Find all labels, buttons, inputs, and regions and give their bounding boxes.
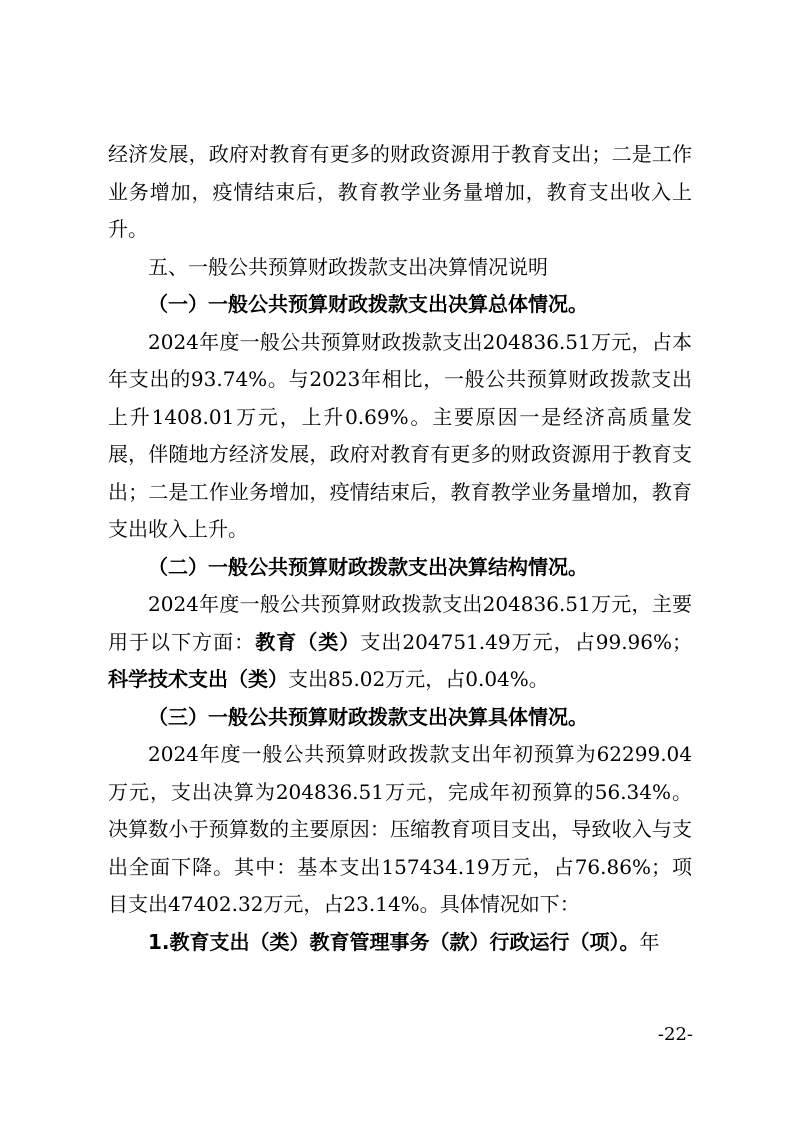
- paragraph-continuation: 经济发展，政府对教育有更多的财政资源用于教育支出；二是工作业务增加，疫情结束后，教育教学业务量增加，教育支出收入上升。: [108, 142, 692, 241]
- subsection-heading-overall: （一）一般公共预算财政拨款支出决算总体情况。: [148, 292, 588, 316]
- paragraph-overall: 2024年度一般公共预算财政拨款支出204836.51万元，占本年支出的93.74%。与2023年相比，一般公共预算财政拨款支出上升1408.01万元，上升0.69%。主要原因一是经济高质量发展，伴随地方经济发展，政府对教育有更多的财政资源用于教育支出；二是工作业务增加，疫情结束后，教育教学业务量增加，教育支出收入上升。: [108, 329, 692, 541]
- section-heading-5: 五、一般公共预算财政拨款支出决算情况说明: [148, 254, 548, 279]
- item-1-text: 年: [639, 929, 660, 954]
- document-body: [108, 136, 692, 961]
- structure-text-science: 支出85.02万元，占0.04%。: [288, 667, 549, 691]
- paragraph-structure: [108, 586, 692, 699]
- subsection-heading-detail: （三）一般公共预算财政拨款支出决算具体情况。: [148, 704, 588, 729]
- structure-text-intro: 2024年度一般公共预算财政拨款支出204836.51万元，主要用于以下方面：: [108, 592, 692, 654]
- structure-text-education: 支出204751.49万元，占99.96%；: [360, 629, 693, 654]
- subsection-heading-structure: （二）一般公共预算财政拨款支出决算结构情况。: [148, 554, 588, 579]
- structure-category-education: 教育（类）: [255, 629, 361, 654]
- paragraph-detail: 2024年度一般公共预算财政拨款支出年初预算为62299.04万元，支出决算为204836.51万元，完成年初预算的56.34%。决算数小于预算数的主要原因：压缩教育项目支出，导致收入与支出全面下降。其中：基本支出157434.19万元，占76.86%；项目支出47402.32万元，占23.14%。具体情况如下：: [108, 742, 692, 916]
- structure-category-science: 科学技术支出（类）: [108, 667, 288, 691]
- paragraph-item-1: [108, 924, 692, 962]
- item-1-heading: 1.教育支出（类）教育管理事务（款）行政运行（项）。: [148, 929, 640, 954]
- page-number: -22-: [657, 1024, 693, 1045]
